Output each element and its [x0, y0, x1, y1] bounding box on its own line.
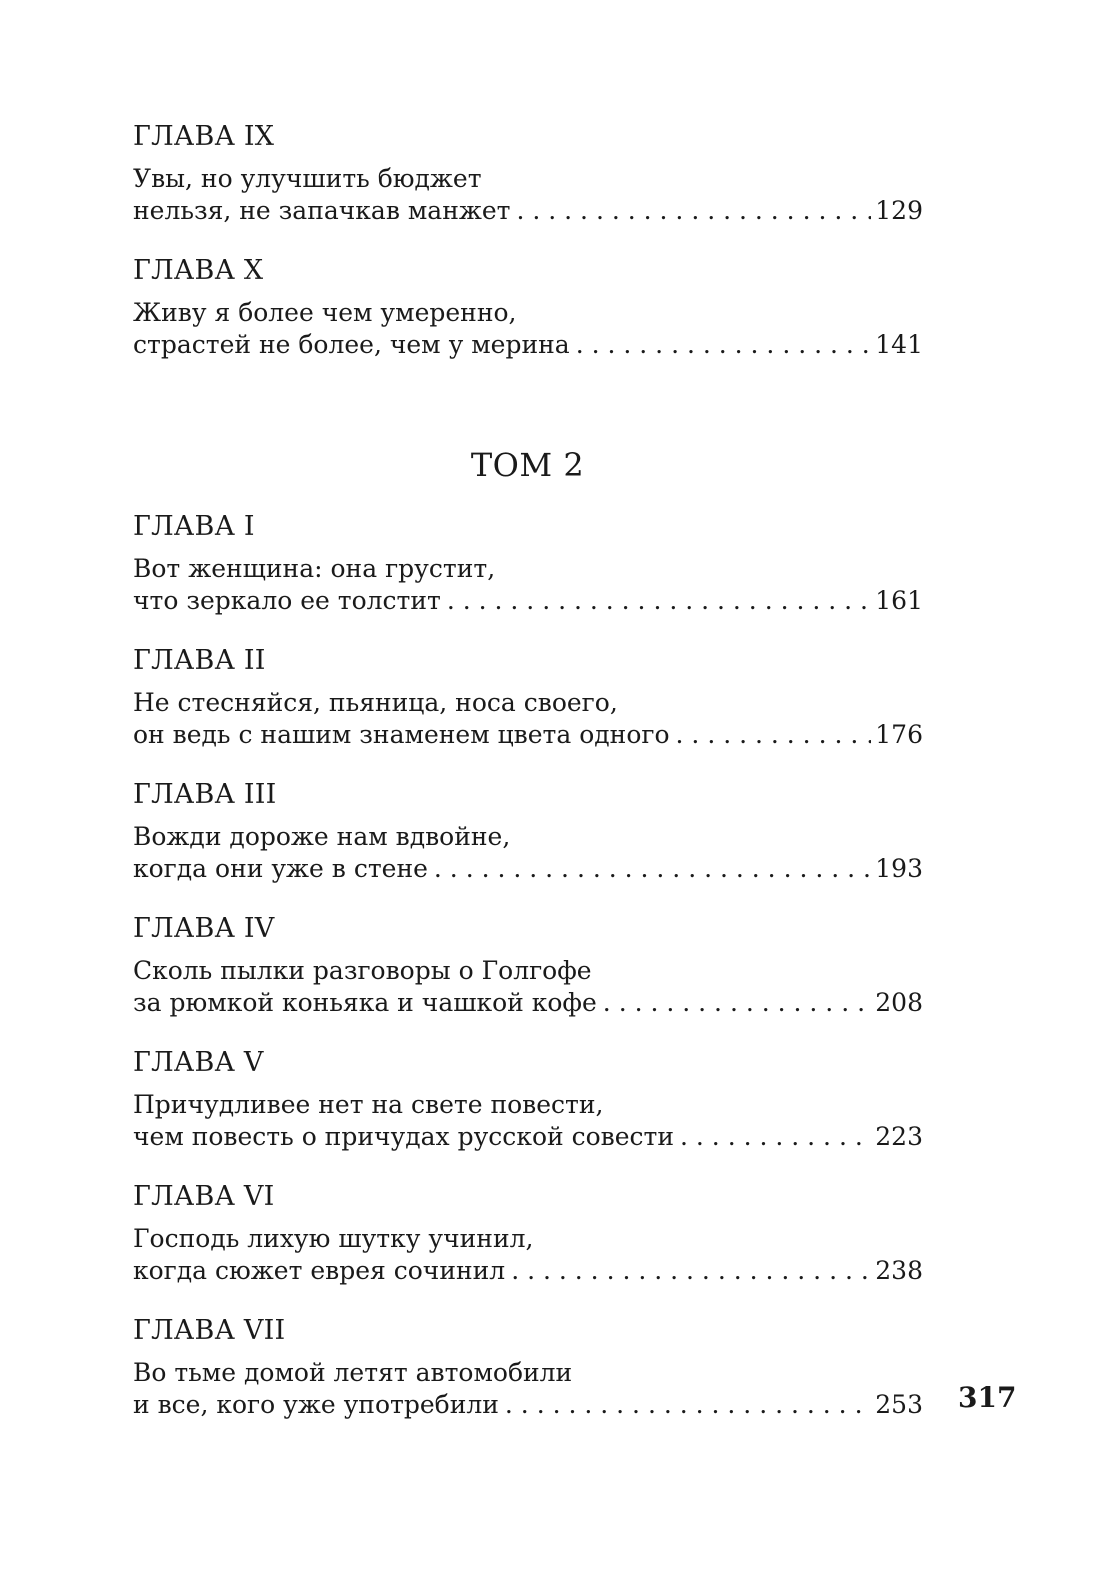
- chapter-subtitle-line2-text: что зеркало ее толстит: [133, 586, 441, 615]
- chapter-subtitle-line1: Вот женщина: она грустит,: [133, 554, 496, 583]
- chapter-heading: ГЛАВА IV: [133, 913, 275, 944]
- toc-entry[interactable]: [133, 253, 923, 361]
- toc-volume2-section: [133, 509, 923, 1421]
- chapter-subtitle-line2-text: он ведь с нашим знаменем цвета одного: [133, 720, 670, 749]
- chapter-heading: ГЛАВА II: [133, 645, 266, 676]
- chapter-page-number: 161: [875, 586, 923, 615]
- toc-top-section: [133, 119, 923, 361]
- chapter-subtitle-line1: Вожди дороже нам вдвойне,: [133, 822, 511, 851]
- toc-entry[interactable]: [133, 509, 923, 617]
- toc-entry[interactable]: [133, 643, 923, 751]
- toc-entry[interactable]: [133, 911, 923, 1019]
- dot-leader: [676, 719, 872, 751]
- chapter-heading: ГЛАВА X: [133, 255, 264, 286]
- chapter-page-number: 208: [875, 988, 923, 1017]
- chapter-page-number: 129: [875, 196, 923, 225]
- toc-entry[interactable]: [133, 1179, 923, 1287]
- chapter-subtitle-line2: [133, 329, 923, 361]
- chapter-heading: ГЛАВА VII: [133, 1315, 286, 1346]
- dot-leader: [603, 987, 871, 1019]
- toc-entry[interactable]: [133, 119, 923, 227]
- dot-leader: [447, 585, 871, 617]
- chapter-heading: ГЛАВА I: [133, 511, 255, 542]
- dot-leader: [576, 329, 872, 361]
- volume-title: ТОМ 2: [470, 446, 585, 484]
- chapter-subtitle-line2-text: чем повесть о причудах русской совести: [133, 1122, 675, 1151]
- chapter-subtitle-line2-text: когда сюжет еврея сочинил: [133, 1256, 506, 1285]
- chapter-heading: ГЛАВА III: [133, 779, 277, 810]
- chapter-page-number: 238: [875, 1256, 923, 1285]
- chapter-subtitle-line2-text: страстей не более, чем у мерина: [133, 330, 570, 359]
- chapter-subtitle-line1: Не стесняйся, пьяница, носа своего,: [133, 688, 618, 717]
- chapter-subtitle-line2: [133, 1389, 923, 1421]
- chapter-page-number: 176: [875, 720, 923, 749]
- chapter-page-number: 253: [875, 1390, 923, 1419]
- chapter-subtitle-line2-text: за рюмкой коньяка и чашкой кофе: [133, 988, 597, 1017]
- toc-entry[interactable]: [133, 777, 923, 885]
- chapter-subtitle-line2: [133, 585, 923, 617]
- chapter-subtitle-line2: [133, 853, 923, 885]
- chapter-subtitle-line1: Сколь пылки разговоры о Голгофе: [133, 956, 592, 985]
- dot-leader: [434, 853, 871, 885]
- chapter-subtitle-line2: [133, 1121, 923, 1153]
- chapter-heading: ГЛАВА V: [133, 1047, 264, 1078]
- dot-leader: [516, 195, 871, 227]
- chapter-heading: ГЛАВА VI: [133, 1181, 275, 1212]
- chapter-subtitle-line2-text: нельзя, не запачкав манжет: [133, 196, 511, 225]
- chapter-page-number: 141: [875, 330, 923, 359]
- toc-entry[interactable]: [133, 1045, 923, 1153]
- chapter-subtitle-line2: [133, 1255, 923, 1287]
- chapter-page-number: 223: [875, 1122, 923, 1151]
- dot-leader: [511, 1255, 871, 1287]
- toc-entry[interactable]: [133, 1313, 923, 1421]
- chapter-subtitle-line1: Причудливее нет на свете повести,: [133, 1090, 604, 1119]
- chapter-subtitle-line2: [133, 719, 923, 751]
- dot-leader: [505, 1389, 871, 1421]
- dot-leader: [680, 1121, 871, 1153]
- chapter-subtitle-line2: [133, 195, 923, 227]
- chapter-subtitle-line1: Живу я более чем умеренно,: [133, 298, 517, 327]
- chapter-heading: ГЛАВА IX: [133, 121, 275, 152]
- chapter-subtitle-line1: Во тьме домой летят автомобили: [133, 1358, 573, 1387]
- chapter-subtitle-line1: Господь лихую шутку учинил,: [133, 1224, 534, 1253]
- chapter-subtitle-line2: [133, 987, 923, 1019]
- chapter-subtitle-line2-text: когда они уже в стене: [133, 854, 428, 883]
- page-number: 317: [958, 1381, 1017, 1414]
- chapter-subtitle-line1: Увы, но улучшить бюджет: [133, 164, 482, 193]
- chapter-subtitle-line2-text: и все, кого уже употребили: [133, 1390, 499, 1419]
- chapter-page-number: 193: [875, 854, 923, 883]
